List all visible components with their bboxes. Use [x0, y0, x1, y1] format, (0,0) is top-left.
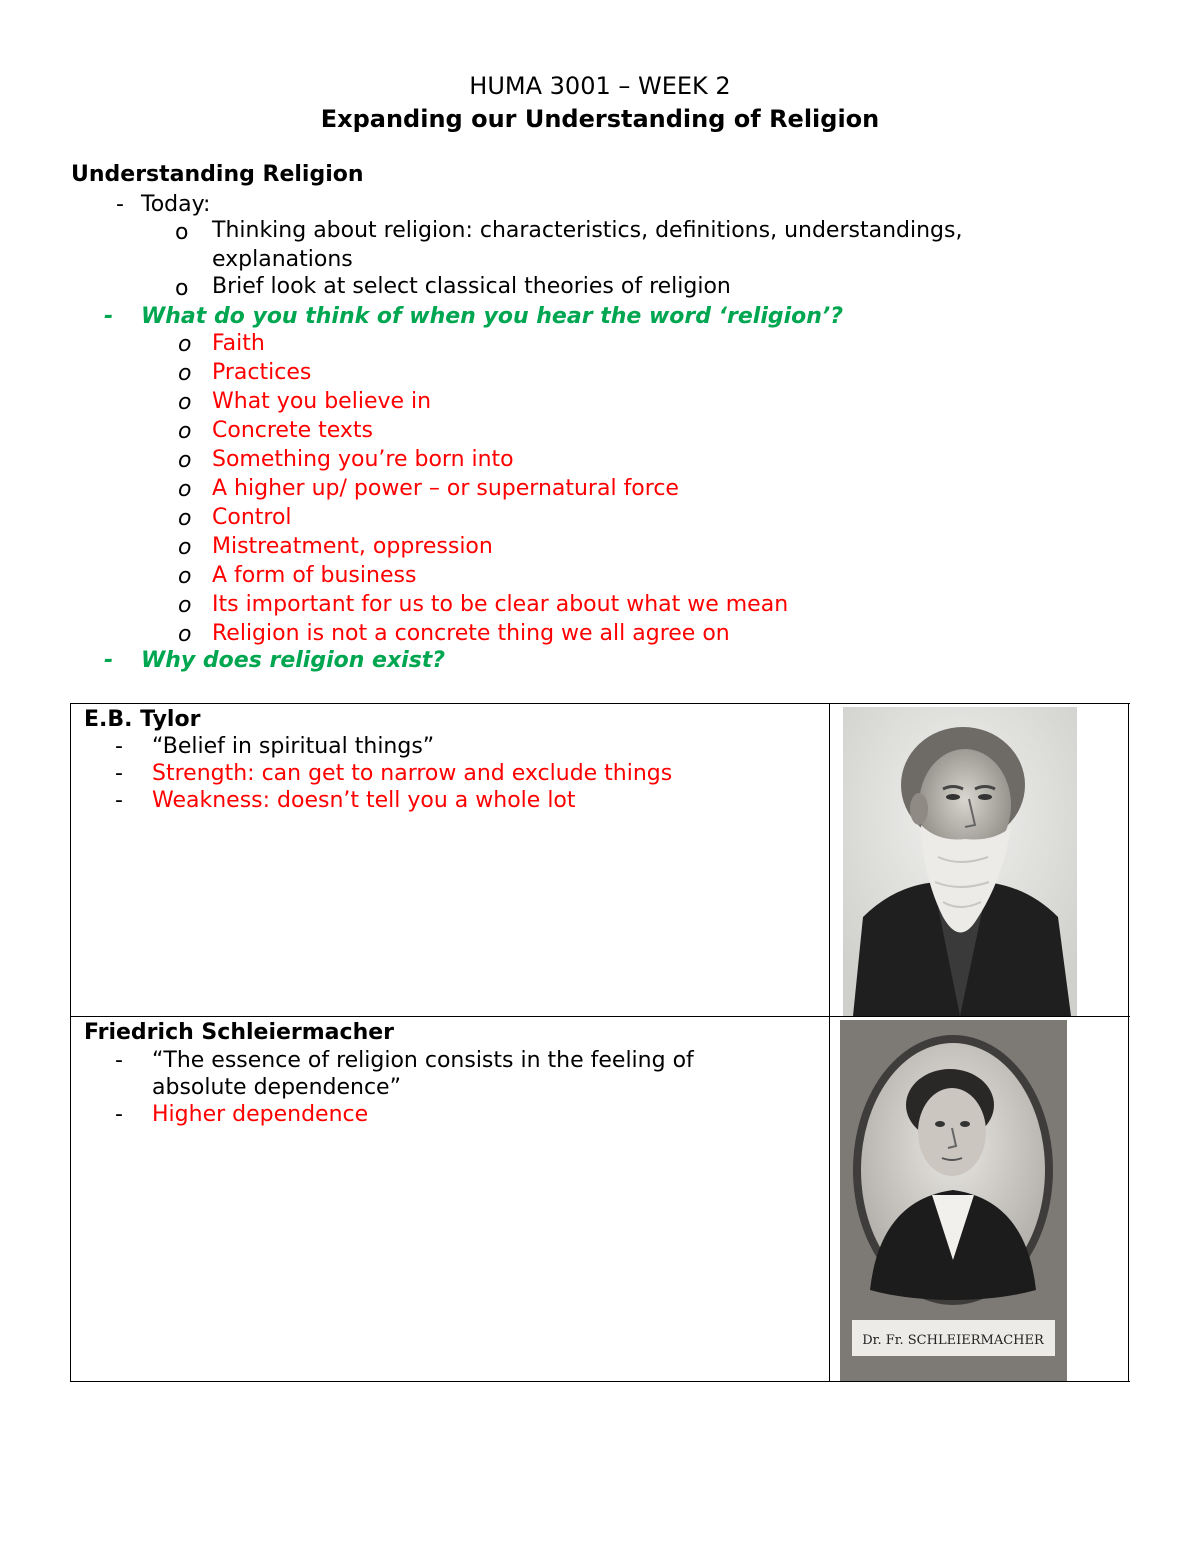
circle-bullet: o — [175, 276, 189, 301]
table-border-right — [1128, 703, 1129, 1382]
circle-bullet: o — [178, 593, 192, 618]
theorist-name-schleiermacher: Friedrich Schleiermacher — [84, 1020, 394, 1045]
today-label: Today: — [141, 192, 211, 217]
schleiermacher-portrait — [840, 1020, 1067, 1381]
theorist-point: “Belief in spiritual things” — [152, 734, 435, 759]
answer-item: Control — [212, 505, 292, 530]
question-religion-word: What do you think of when you hear the word ‘religion’? — [141, 304, 844, 329]
table-row-divider — [70, 1016, 1130, 1017]
circle-bullet: o — [178, 506, 192, 531]
table-border-top — [70, 703, 1130, 704]
circle-bullet: o — [178, 448, 192, 473]
answer-item: Its important for us to be clear about what we mean — [212, 592, 789, 617]
answer-item: Practices — [212, 360, 312, 385]
theorist-point: absolute dependence” — [152, 1075, 401, 1100]
answer-item: Something you’re born into — [212, 447, 514, 472]
dash-bullet: - — [116, 192, 124, 217]
answer-item: Religion is not a concrete thing we all agree on — [212, 621, 730, 646]
circle-bullet: o — [178, 361, 192, 386]
section-heading: Understanding Religion — [71, 162, 364, 187]
today-bullet — [116, 190, 124, 219]
answer-item: A higher up/ power – or supernatural force — [212, 476, 679, 501]
answer-item: Mistreatment, oppression — [212, 534, 493, 559]
circle-bullet: o — [178, 332, 192, 357]
circle-bullet: o — [178, 390, 192, 415]
answer-item: What you believe in — [212, 389, 432, 414]
table-border-bottom — [70, 1381, 1130, 1382]
document-course-title: HUMA 3001 – WEEK 2 — [469, 72, 731, 100]
answer-item: Faith — [212, 331, 265, 356]
circle-bullet: o — [178, 419, 192, 444]
tylor-portrait-image — [843, 707, 1077, 1016]
theorists-table — [70, 703, 1130, 1382]
circle-bullet: o — [178, 535, 192, 560]
dash-bullet: - — [115, 788, 123, 813]
circle-bullet: o — [178, 564, 192, 589]
question-why-exist: Why does religion exist? — [141, 648, 446, 673]
dash-bullet: - — [115, 734, 123, 759]
circle-bullet: o — [175, 220, 189, 245]
circle-bullet: o — [178, 622, 192, 647]
circle-bullet: o — [178, 477, 192, 502]
table-border-left — [70, 703, 71, 1382]
dash-bullet: - — [115, 761, 123, 786]
today-item-continued: explanations — [212, 247, 353, 272]
document-subtitle: Expanding our Understanding of Religion — [320, 105, 880, 133]
answer-item: Concrete texts — [212, 418, 373, 443]
theorist-point: “The essence of religion consists in the feeling of — [152, 1048, 694, 1073]
today-item: Brief look at select classical theories of religion — [212, 274, 731, 299]
theorist-point: Strength: can get to narrow and exclude things — [152, 761, 673, 786]
dash-bullet: - — [115, 1102, 123, 1127]
today-item: Thinking about religion: characteristics, definitions, understandings, — [212, 218, 963, 243]
dash-bullet: - — [115, 1048, 123, 1073]
theorist-point: Weakness: doesn’t tell you a whole lot — [152, 788, 576, 813]
theorist-point: Higher dependence — [152, 1102, 369, 1127]
portrait-caption: Dr. Fr. SCHLEIERMACHER — [862, 1333, 1044, 1348]
answer-item: A form of business — [212, 563, 417, 588]
theorist-name-tylor: E.B. Tylor — [84, 707, 201, 732]
schleiermacher-portrait-image — [840, 1020, 1067, 1381]
dash-bullet: - — [104, 648, 114, 673]
tylor-portrait — [843, 707, 1077, 1016]
table-column-divider — [829, 703, 830, 1382]
dash-bullet: - — [104, 304, 114, 329]
